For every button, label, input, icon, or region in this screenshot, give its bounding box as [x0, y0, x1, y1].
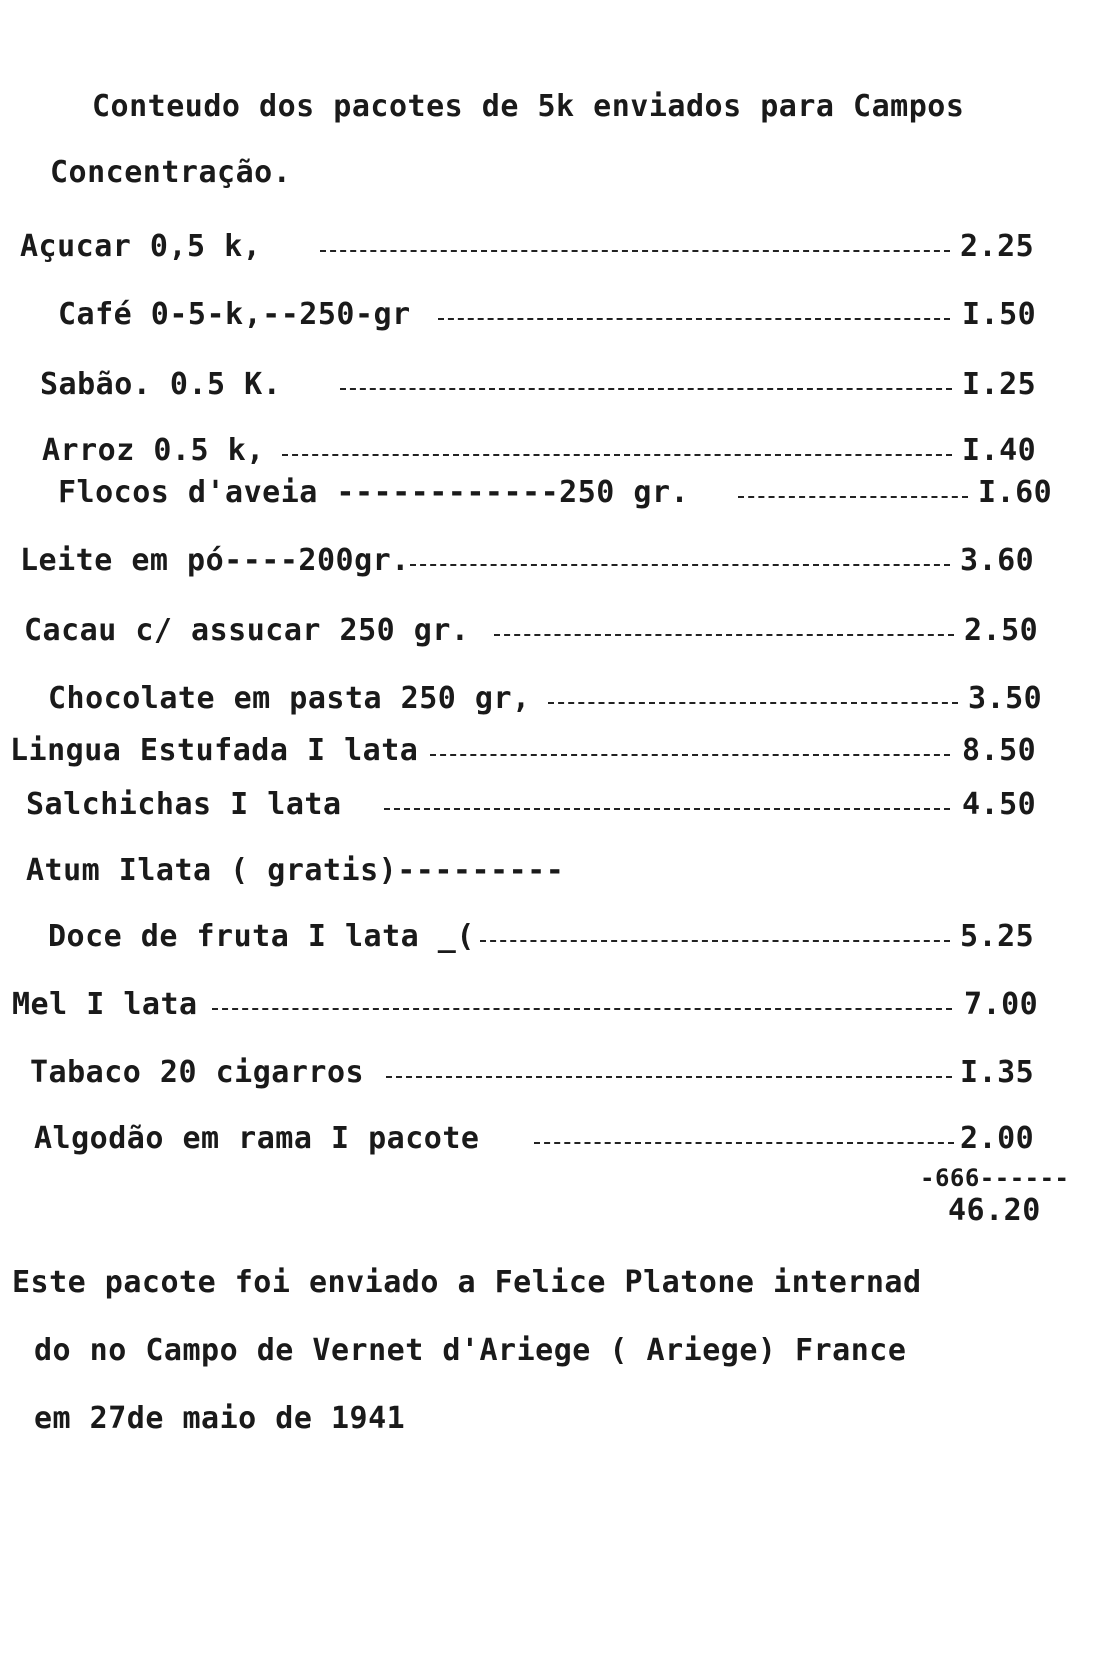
footer-line-2: do no Campo de Vernet d'Ariege ( Ariege) France	[34, 1333, 907, 1368]
item-label: Atum Ilata ( gratis)---------	[26, 853, 565, 888]
item-label: Salchichas I lata	[26, 787, 342, 822]
item-price: I.60	[978, 475, 1053, 510]
document-title-line-2: Concentração.	[50, 155, 292, 190]
dotted-leader	[480, 940, 950, 942]
item-price: 5.25	[960, 919, 1035, 954]
list-item	[30, 1055, 1094, 1094]
dotted-leader	[494, 634, 954, 636]
list-item	[40, 367, 1090, 406]
dotted-leader	[410, 564, 950, 566]
item-label: Algodão em rama I pacote	[34, 1121, 480, 1156]
footer-line-3: em 27de maio de 1941	[34, 1401, 406, 1436]
item-price: 3.60	[960, 543, 1035, 578]
item-price: I.50	[962, 297, 1037, 332]
dotted-leader	[340, 388, 952, 390]
list-item	[58, 475, 1092, 514]
item-label: Mel I lata	[12, 987, 198, 1022]
list-item	[20, 229, 1080, 268]
item-label: Tabaco 20 cigarros	[30, 1055, 365, 1090]
item-label: Chocolate em pasta 250 gr,	[48, 681, 531, 716]
item-price: I.40	[962, 433, 1037, 468]
list-item	[10, 733, 1094, 772]
item-label: Leite em pó----200gr.	[20, 543, 410, 578]
dotted-leader	[548, 702, 958, 704]
item-price: 2.25	[960, 229, 1035, 264]
list-item	[20, 543, 1094, 582]
list-item	[42, 433, 1092, 472]
footer-line-1: Este pacote foi enviado a Felice Platone internad	[12, 1265, 922, 1300]
item-price: I.25	[962, 367, 1037, 402]
dotted-leader	[534, 1142, 954, 1144]
item-label: Arroz 0.5 k,	[42, 433, 265, 468]
list-item	[58, 297, 1088, 336]
item-price: 4.50	[962, 787, 1037, 822]
dotted-leader	[212, 1008, 952, 1010]
list-item	[12, 987, 1094, 1026]
dotted-leader	[386, 1076, 952, 1078]
item-price: I.35	[960, 1055, 1035, 1090]
item-label: Doce de fruta I lata _(	[48, 919, 475, 954]
item-price: 2.00	[960, 1121, 1035, 1156]
list-item	[34, 1121, 1094, 1160]
item-price: 7.00	[964, 987, 1039, 1022]
dotted-leader	[320, 250, 950, 252]
dotted-leader	[738, 496, 968, 498]
item-label: Lingua Estufada I lata	[10, 733, 419, 768]
dotted-leader	[384, 808, 950, 810]
item-label: Sabão. 0.5 K.	[40, 367, 282, 402]
item-price: 2.50	[964, 613, 1039, 648]
item-label: Açucar 0,5 k,	[20, 229, 262, 264]
subtotal-separator: -666------	[920, 1164, 1070, 1192]
list-item	[48, 681, 1094, 720]
list-item	[26, 787, 1094, 826]
dotted-leader	[430, 754, 950, 756]
item-price: 8.50	[962, 733, 1037, 768]
list-item	[26, 853, 726, 892]
dotted-leader	[438, 318, 950, 320]
item-label: Flocos d'aveia ------------250 gr.	[58, 475, 690, 510]
item-price: 3.50	[968, 681, 1043, 716]
document-title-line-1: Conteudo dos pacotes de 5k enviados para Campos	[92, 89, 965, 124]
item-label: Café 0-5-k,--250-gr	[58, 297, 411, 332]
dotted-leader	[282, 454, 952, 456]
item-label: Cacau c/ assucar 250 gr.	[24, 613, 470, 648]
total-amount: 46.20	[948, 1193, 1041, 1228]
list-item	[24, 613, 1094, 652]
list-item	[48, 919, 1094, 958]
